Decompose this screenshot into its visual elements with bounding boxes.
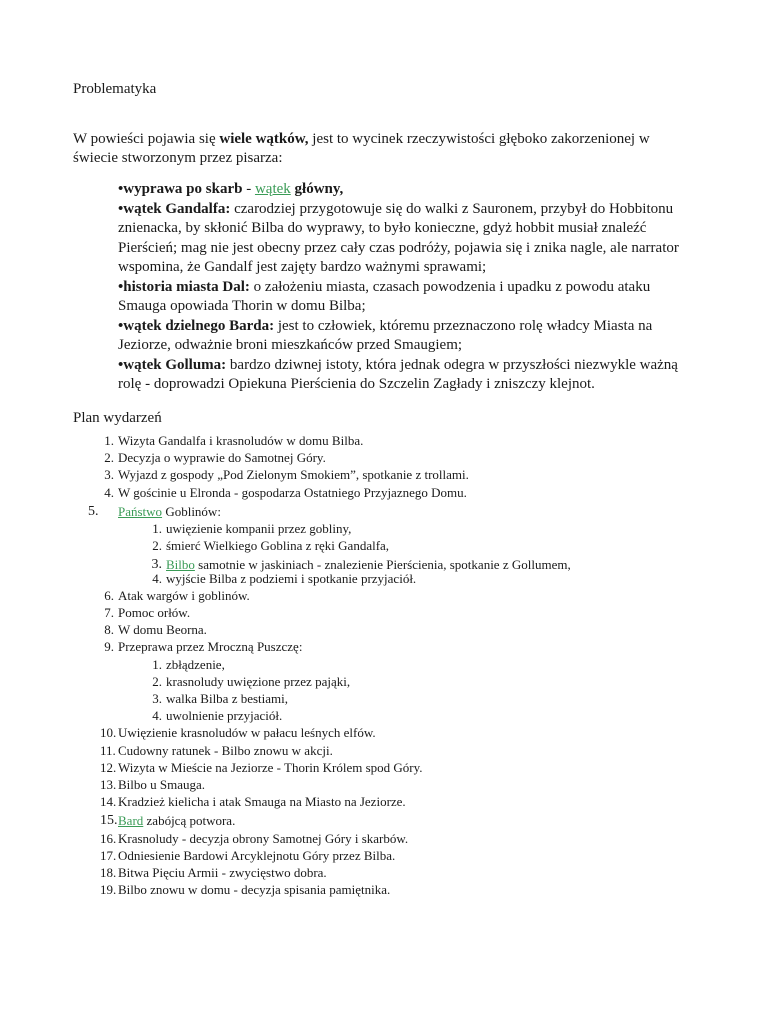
- list-item: [0, 604, 760, 621]
- list-item: [0, 776, 760, 793]
- list-number: 3.: [104, 467, 114, 483]
- list-text: krasnoludy uwięzione przez pająki,: [166, 673, 351, 689]
- intro-text-3: świecie stworzonym przez pisarza:: [73, 150, 283, 166]
- bilbo-link[interactable]: Bilbo: [166, 557, 195, 573]
- thread-item-skarb: [118, 180, 698, 200]
- list-number: 19.: [100, 882, 117, 898]
- list-text: uwolnienie przyjaciół.: [166, 708, 283, 724]
- thread-separator: -: [242, 181, 255, 197]
- list-number: 8.: [104, 622, 114, 638]
- thread-item-dal: [118, 278, 698, 317]
- thread-text: o założeniu miasta, czasach powodzenia i upadku z powodu ataku Smauga opowiada Thorin w domu Bilba;: [118, 278, 651, 314]
- watek-link[interactable]: wątek: [254, 181, 291, 197]
- list-text: Bitwa Pięciu Armii - zwycięstwo dobra.: [118, 865, 327, 881]
- list-item: [0, 638, 760, 724]
- list-number: 4.: [104, 484, 114, 500]
- list-item: [0, 449, 760, 466]
- list-text: Przeprawa przez Mroczną Puszczę:: [118, 639, 303, 655]
- thread-list: [118, 180, 698, 395]
- list-item: [0, 830, 760, 847]
- list-number: 17.: [100, 847, 117, 863]
- list-text: śmierć Wielkiego Goblina z ręki Gandalfa,: [166, 538, 390, 554]
- list-number: 11.: [100, 742, 116, 758]
- sub-list-item: [118, 690, 760, 707]
- thread-item-gandalf: [118, 200, 698, 278]
- thread-text: jest to człowiek, któremu przeznaczono rolę władcy Miasta na Jeziorze, odważnie broni mieszkańców przed Smaugiem;: [118, 317, 653, 353]
- list-text: Bilbo u Smauga.: [118, 777, 206, 793]
- list-number: 13.: [100, 777, 117, 793]
- list-item: [0, 812, 760, 829]
- thread-label-tail: główny,: [290, 181, 344, 197]
- list-text: Bilbo znowu w domu - decyzja spisania pamiętnika.: [118, 882, 391, 898]
- list-item: [0, 432, 760, 449]
- sub-list-item: [118, 673, 760, 690]
- intro-paragraph: [73, 130, 693, 168]
- sub-list-item: [118, 570, 760, 587]
- section-title-plan: Plan wydarzeń: [73, 410, 162, 426]
- list-text: uwięzienie kompanii przez gobliny,: [166, 521, 352, 537]
- list-text: wyjście Bilba z podziemi i spotkanie przyjaciół.: [166, 570, 417, 586]
- list-number: 15.: [100, 813, 118, 829]
- list-number: 10.: [100, 725, 117, 741]
- list-number: 16.: [100, 830, 117, 846]
- bard-link[interactable]: Bard: [118, 813, 144, 829]
- list-number: 5.: [88, 503, 99, 519]
- list-number: 6.: [104, 587, 114, 603]
- sub-list-item: [118, 656, 760, 673]
- list-number: 4.: [152, 570, 162, 586]
- list-text: zabójcą potwora.: [143, 813, 236, 829]
- sub-list: [118, 656, 760, 725]
- list-item: [0, 724, 760, 741]
- list-number: 2.: [152, 538, 162, 554]
- list-text: W gościnie u Elronda - gospodarza Ostatniego Przyjaznego Domu.: [118, 484, 467, 500]
- list-text: Atak wargów i goblinów.: [118, 587, 250, 603]
- thread-item-gollum: [118, 356, 698, 395]
- list-number: 1.: [152, 656, 162, 672]
- list-item: [0, 484, 760, 501]
- list-item: [0, 466, 760, 483]
- list-number: 3.: [151, 557, 162, 573]
- list-number: 4.: [152, 708, 162, 724]
- list-item: [0, 621, 760, 638]
- list-number: 7.: [104, 605, 114, 621]
- list-number: 12.: [100, 759, 117, 775]
- list-text: Wyjazd z gospody „Pod Zielonym Smokiem”, spotkanie z trollami.: [118, 467, 469, 483]
- list-text: Goblinów:: [162, 503, 221, 519]
- thread-label: •historia miasta Dal:: [118, 278, 250, 295]
- sub-list: [118, 520, 760, 587]
- list-text: Wizyta Gandalfa i krasnoludów w domu Bilba.: [118, 433, 364, 448]
- thread-label: •wątek Golluma:: [118, 356, 227, 373]
- list-number: 18.: [100, 865, 117, 881]
- list-number: 1.: [152, 521, 162, 537]
- intro-bold: wiele wątków,: [219, 131, 309, 147]
- list-item: [0, 864, 760, 881]
- list-text: W domu Beorna.: [118, 622, 207, 638]
- thread-text: bardzo dziwnej istoty, która jednak odegra w przyszłości niezwykle ważną rolę - doprowadzi Opiekuna Pierścienia do Szczelin Zagłady i zniszczy klejnot.: [118, 356, 678, 392]
- list-text: Uwięzienie krasnoludów w pałacu leśnych elfów.: [118, 725, 376, 741]
- list-text: Odniesienie Bardowi Arcyklejnotu Góry przez Bilba.: [118, 847, 396, 863]
- intro-text-2: jest to wycinek rzeczywistości głęboko zakorzenionej w: [308, 131, 650, 147]
- list-text: Pomoc orłów.: [118, 605, 191, 621]
- list-text: Cudowny ratunek - Bilbo znowu w akcji.: [118, 742, 333, 758]
- list-text: Wizyta w Mieście na Jeziorze - Thorin Królem spod Góry.: [118, 759, 423, 775]
- list-item: [0, 793, 760, 810]
- intro-text-1: W powieści pojawia się: [73, 131, 220, 147]
- thread-label: •wyprawa po skarb: [118, 181, 243, 197]
- list-item: [0, 742, 760, 759]
- list-number: 1.: [104, 433, 114, 448]
- thread-label: •wątek dzielnego Barda:: [118, 317, 275, 334]
- thread-label: •wątek Gandalfa:: [118, 200, 231, 217]
- section-title-problematyka: Problematyka: [73, 81, 157, 97]
- thread-text: czarodziej przygotowuje się do walki z Sauronem, przybył do Hobbitonu znienacka, by skłonić Bilba do wyprawy, to było konieczne, gdyż hobbit musiał znaleźć Pierścień; mag nie jest obecny przez cały czas podróży, pojawia się i znika nagle, ale narrator wspomina, że Gandalf jest zajęty bardzo ważnymi sprawami;: [118, 200, 679, 275]
- list-item: [0, 847, 760, 864]
- list-number: 2.: [104, 450, 114, 466]
- list-number: 3.: [152, 691, 162, 707]
- list-number: 2.: [152, 673, 162, 689]
- panstwo-link[interactable]: Państwo: [118, 503, 163, 519]
- thread-item-bard: [118, 317, 698, 356]
- list-text: Decyzja o wyprawie do Samotnej Góry.: [118, 450, 326, 466]
- plan-list: [0, 432, 760, 898]
- sub-list-item: [118, 537, 760, 554]
- list-number: 9.: [104, 639, 114, 655]
- list-number: 14.: [100, 794, 117, 810]
- sub-list-item: [118, 707, 760, 724]
- list-item: [0, 881, 760, 898]
- list-text: Krasnoludy - decyzja obrony Samotnej Góry i skarbów.: [118, 830, 409, 846]
- list-text: zbłądzenie,: [166, 656, 225, 672]
- list-text: walka Bilba z bestiami,: [166, 691, 289, 707]
- list-text: Kradzież kielicha i atak Smauga na Miasto na Jeziorze.: [118, 794, 406, 810]
- sub-list-item: [118, 520, 760, 537]
- list-item: [0, 503, 760, 587]
- list-item: [0, 587, 760, 604]
- list-item: [0, 759, 760, 776]
- list-text: samotnie w jaskiniach - znalezienie Pierścienia, spotkanie z Gollumem,: [194, 557, 571, 573]
